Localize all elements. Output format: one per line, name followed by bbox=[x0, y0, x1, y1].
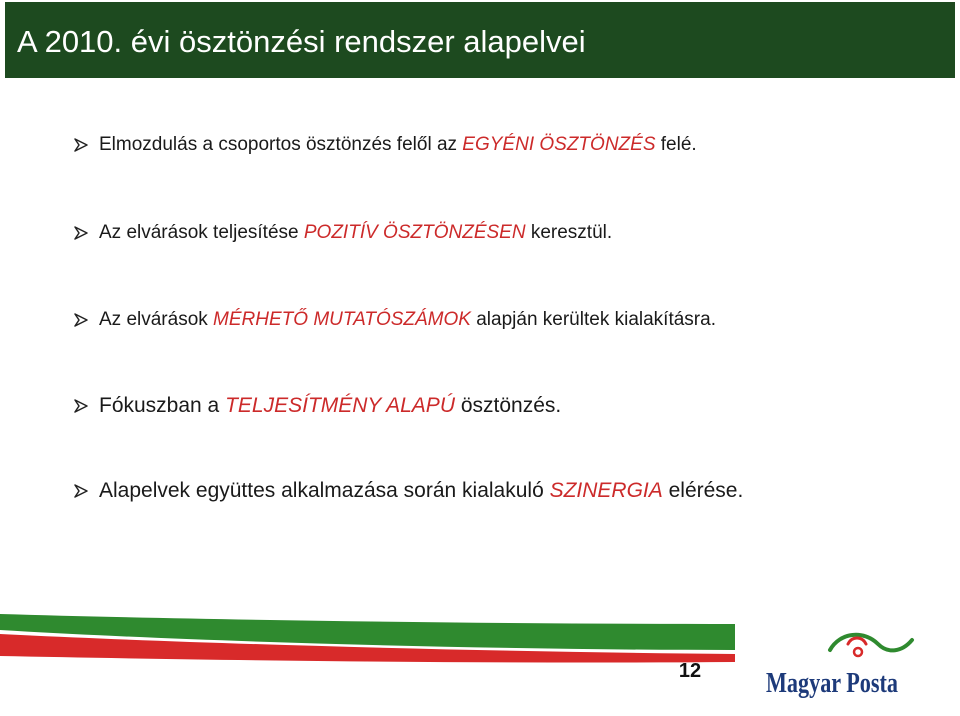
bullet-text: Fókuszban a TELJESÍTMÉNY ALAPÚ ösztönzés. bbox=[99, 394, 562, 417]
bullet-item bbox=[72, 130, 697, 160]
page-number: 12 bbox=[678, 660, 702, 682]
white-swoosh bbox=[0, 656, 735, 716]
bullet-item bbox=[72, 305, 716, 335]
arrow-bullet-icon bbox=[72, 311, 90, 329]
slide-title: A 2010. évi ösztönzési rendszer alapelvei bbox=[17, 24, 586, 59]
arrow-bullet-icon bbox=[72, 224, 90, 242]
bullet-text: Elmozdulás a csoportos ösztönzés felől az EGYÉNI ÖSZTÖNZÉS felé. bbox=[99, 134, 697, 155]
bullet-item bbox=[72, 391, 561, 421]
magyar-posta-logo bbox=[762, 622, 922, 702]
arrow-bullet-icon bbox=[72, 397, 90, 415]
bullet-item bbox=[72, 218, 612, 248]
bullet-text: Alapelvek együttes alkalmazása során kialakuló SZINERGIA elérése. bbox=[99, 479, 744, 502]
bullet-text: Az elvárások teljesítése POZITÍV ÖSZTÖNZÉSEN keresztül. bbox=[99, 222, 613, 243]
title-bar bbox=[5, 2, 955, 78]
arrow-bullet-icon bbox=[72, 482, 90, 500]
posthorn-icon bbox=[830, 635, 912, 656]
logo-text: Magyar Posta bbox=[766, 668, 898, 699]
bullet-text: Az elvárások MÉRHETŐ MUTATÓSZÁMOK alapján kerültek kialakításra. bbox=[99, 309, 716, 330]
bullet-item bbox=[72, 476, 743, 506]
arrow-bullet-icon bbox=[72, 136, 90, 154]
